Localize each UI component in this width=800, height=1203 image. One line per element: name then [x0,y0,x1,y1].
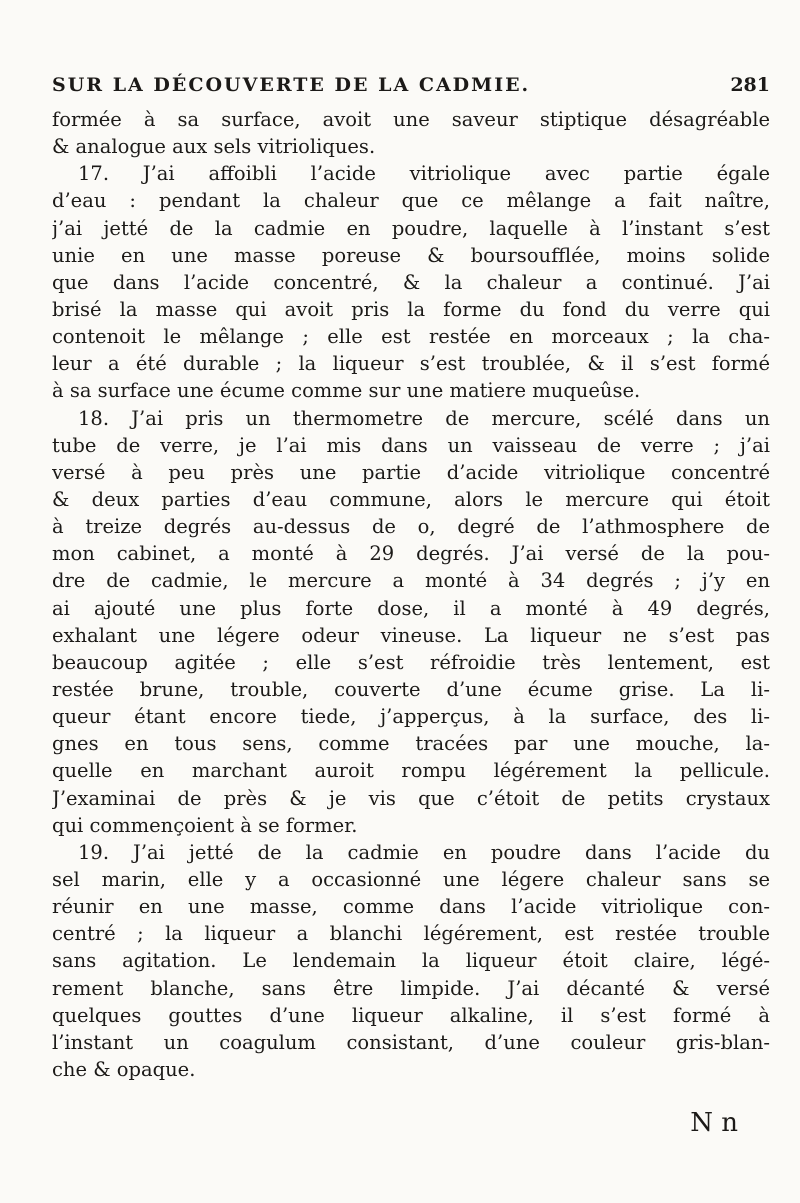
text-line: tube de verre, je l’ai mis dans un vaisseau de verre ; j’ai [52,433,770,457]
text-line: gnes en tous sens, comme tracées par une mouche, la- [52,732,770,756]
text-line: beaucoup agitée ; elle s’est réfroidie très lentement, est [52,650,770,674]
text-line: quelques gouttes d’une liqueur alkaline, il s’est formé à [52,1003,770,1027]
text-line: l’instant un coagulum consistant, d’une couleur gris-blan- [52,1030,770,1054]
text-line: J’examinai de près & je vis que c’étoit de petits crystaux [52,786,770,810]
text-line: j’ai jetté de la cadmie en poudre, laquelle à l’instant s’est [52,216,770,240]
text-line: mon cabinet, a monté à 29 degrés. J’ai versé de la pou- [52,542,770,566]
text-line: à sa surface une écume comme sur une matiere muqueûse. [52,379,641,403]
text-line: que dans l’acide concentré, & la chaleur a continué. J’ai [52,270,770,294]
text-line: réunir en une masse, comme dans l’acide vitriolique con- [52,895,770,919]
text-line: brisé la masse qui avoit pris la forme du fond du verre qui [52,297,770,321]
body-text [52,106,770,1083]
text-line: contenoit le mêlange ; elle est restée en morceaux ; la cha- [52,325,770,349]
text-line: exhalant une légere odeur vineuse. La liqueur ne s’est pas [52,623,770,647]
text-line: & analogue aux sels vitrioliques. [52,135,376,159]
text-line: à treize degrés au-dessus de o, degré de l’athmosphere de [52,515,770,539]
text-line: & deux parties d’eau commune, alors le mercure qui étoit [52,487,770,511]
running-title: SUR LA DÉCOUVERTE DE LA CADMIE. [52,74,531,96]
text-line: queur étant encore tiede, j’apperçus, à la surface, des li- [52,705,770,729]
text-line: quelle en marchant auroit rompu légérement la pellicule. [52,759,770,783]
text-line: 19. J’ai jetté de la cadmie en poudre dans l’acide du [78,840,770,864]
text-line: 17. J’ai affoibli l’acide vitriolique avec partie égale [78,162,770,186]
text-line: che & opaque. [52,1057,196,1081]
text-line: leur a été durable ; la liqueur s’est troublée, & il s’est formé [52,352,770,376]
text-line: centré ; la liqueur a blanchi légérement, est restée trouble [52,922,770,946]
text-line: ai ajouté une plus forte dose, il a monté à 49 degrés, [52,596,770,620]
text-line: versé à peu près une partie d’acide vitriolique concentré [52,460,770,484]
text-line: qui commençoient à se former. [52,813,358,837]
signature-mark: N n [690,1108,738,1138]
text-line: formée à sa surface, avoit une saveur stiptique désagréable [52,108,770,131]
text-line: unie en une masse poreuse & boursoufflée, moins solide [52,243,770,267]
text-line: rement blanche, sans être limpide. J’ai décanté & versé [52,976,770,1000]
text-line: sans agitation. Le lendemain la liqueur étoit claire, légé- [52,949,770,973]
running-header [52,74,770,104]
text-line: restée brune, trouble, couverte d’une écume grise. La li- [52,677,770,701]
text-line: 18. J’ai pris un thermometre de mercure, scélé dans un [78,406,770,430]
text-line: dre de cadmie, le mercure a monté à 34 degrés ; j’y en [52,569,770,593]
page-number: 281 [730,74,770,96]
text-line: d’eau : pendant la chaleur que ce mêlange a fait naître, [52,189,770,213]
text-line: sel marin, elle y a occasionné une légere chaleur sans se [52,867,770,891]
